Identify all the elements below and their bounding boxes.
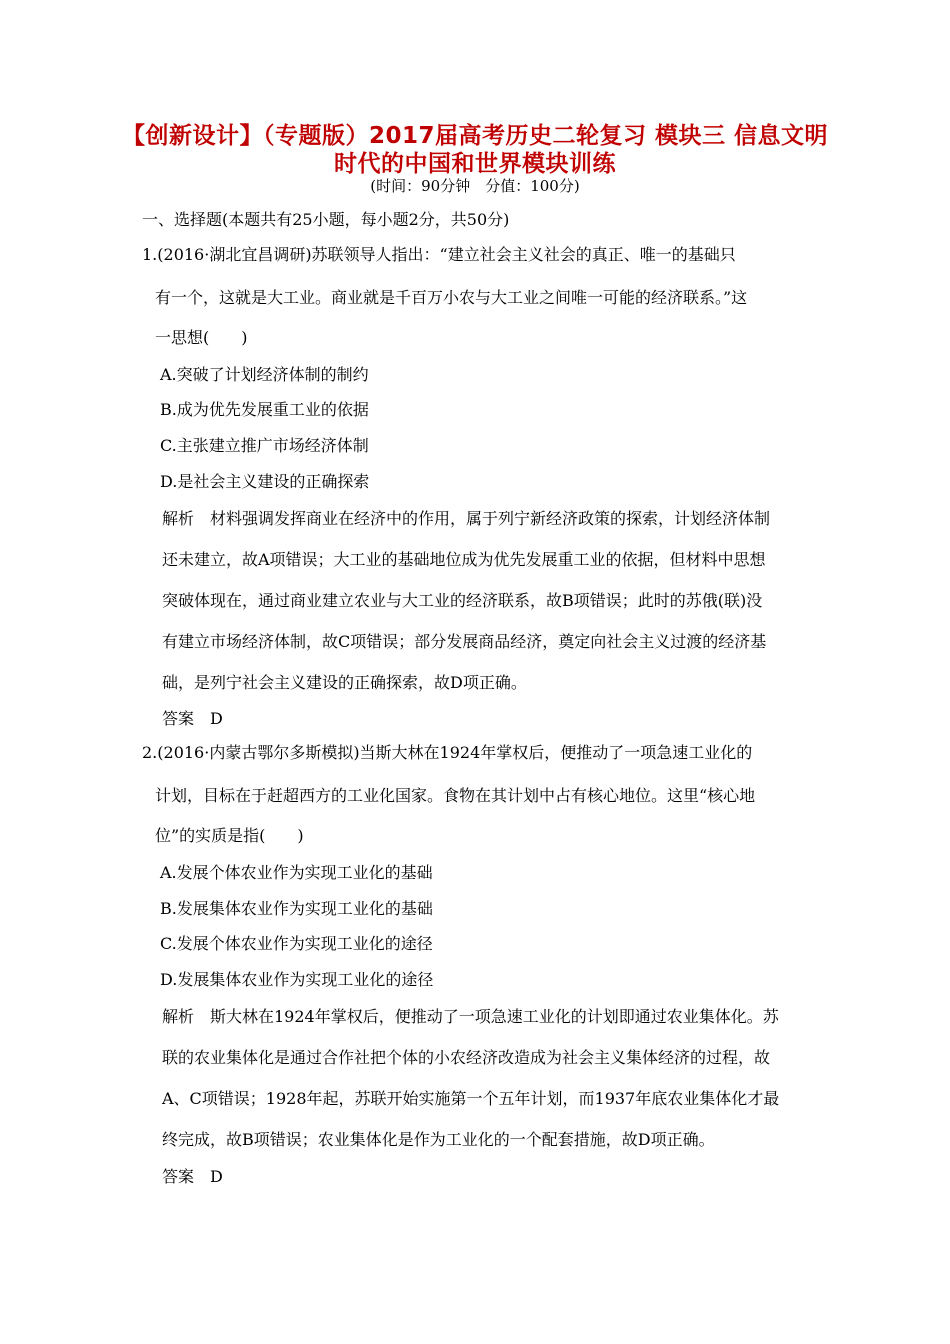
option-d: D.是社会主义建设的正确探索 (160, 472, 370, 491)
question-stem-line: 计划，目标在于赶超西方的工业化国家。食物在其计划中占有核心地位。这里“核心地 (155, 786, 756, 805)
analysis-line: 解析 材料强调发挥商业在经济中的作用，属于列宁新经济政策的探索，计划经济体制 (162, 509, 771, 528)
answer: 答案 D (162, 709, 223, 728)
option-d: D.发展集体农业作为实现工业化的途径 (160, 970, 434, 989)
option-b: B.发展集体农业作为实现工业化的基础 (160, 899, 433, 918)
exam-time-and-score: (时间：90分钟 分值：100分) (370, 177, 580, 195)
question-stem-line: 位”的实质是指( ) (155, 826, 304, 845)
analysis-line: A、C项错误；1928年起，苏联开始实施第一个五年计划，而1937年底农业集体化才最 (162, 1089, 780, 1108)
option-a: A.突破了计划经济体制的制约 (160, 365, 369, 384)
option-c: C.发展个体农业作为实现工业化的途径 (160, 934, 433, 953)
question-stem-line: 1.(2016·湖北宜昌调研)苏联领导人指出：“建立社会主义社会的真正、唯一的基础只 (142, 245, 736, 264)
option-a: A.发展个体农业作为实现工业化的基础 (160, 863, 433, 882)
analysis-line: 终完成，故B项错误；农业集体化是作为工业化的一个配套措施，故D项正确。 (162, 1130, 715, 1149)
answer: 答案 D (162, 1167, 223, 1186)
analysis-line: 解析 斯大林在1924年掌权后，便推动了一项急速工业化的计划即通过农业集体化。苏 (162, 1007, 779, 1026)
analysis-line: 还未建立，故A项错误；大工业的基础地位成为优先发展重工业的依据，但材料中思想 (162, 550, 766, 569)
option-b: B.成为优先发展重工业的依据 (160, 400, 369, 419)
analysis-line: 突破体现在，通过商业建立农业与大工业的经济联系，故B项错误；此时的苏俄(联)没 (162, 591, 763, 610)
question-stem-line: 有一个，这就是大工业。商业就是千百万小农与大工业之间唯一可能的经济联系。”这 (155, 288, 748, 307)
option-c: C.主张建立推广市场经济体制 (160, 436, 369, 455)
section-heading: 一、选择题(本题共有25小题，每小题2分，共50分) (142, 210, 510, 229)
analysis-line: 有建立市场经济体制，故C项错误；部分发展商品经济，奠定向社会主义过渡的经济基 (162, 632, 767, 651)
document-title: 【创新设计】（专题版）2017届高考历史二轮复习 模块三 信息文明时代的中国和世界模块训练 (121, 123, 829, 177)
question-stem-line: 一思想( ) (155, 328, 248, 347)
analysis-line: 联的农业集体化是通过合作社把个体的小农经济改造成为社会主义集体经济的过程，故 (162, 1048, 771, 1067)
question-stem-line: 2.(2016·内蒙古鄂尔多斯模拟)当斯大林在1924年掌权后，便推动了一项急速工业化的 (142, 743, 753, 762)
analysis-line: 础，是列宁社会主义建设的正确探索，故D项正确。 (162, 673, 527, 692)
